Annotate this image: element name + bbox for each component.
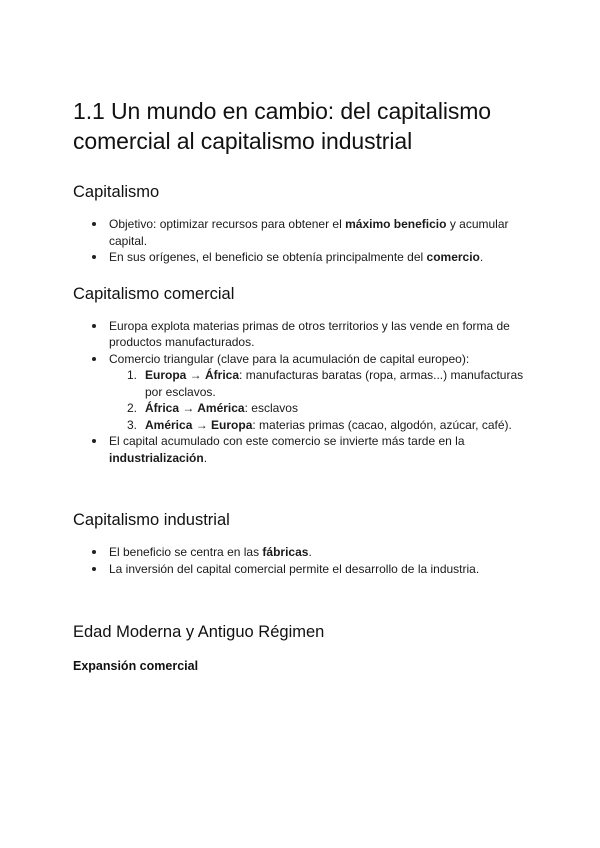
list-item: En sus orígenes, el beneficio se obtenía principalmente del comercio. bbox=[109, 249, 533, 266]
list-item: El capital acumulado con este comercio se invierte más tarde en la industrialización. bbox=[109, 433, 533, 466]
triangular-trade-list bbox=[109, 367, 533, 433]
page-title: 1.1 Un mundo en cambio: del capitalismo comercial al capitalismo industrial bbox=[73, 98, 491, 154]
heading-edad-moderna: Edad Moderna y Antiguo Régimen bbox=[73, 623, 325, 641]
document-content bbox=[73, 96, 533, 674]
sub-list-item: 1. Europa → África: manufacturas baratas (ropa, armas...) manufacturas por esclavos. bbox=[127, 368, 524, 399]
list-capitalismo-industrial bbox=[73, 544, 533, 577]
heading-capitalismo-comercial: Capitalismo comercial bbox=[73, 284, 235, 303]
sub-list-item: 3. América → Europa: materias primas (cacao, algodón, azúcar, café). bbox=[127, 417, 512, 432]
sub-list-item: 2. África → América: esclavos bbox=[127, 401, 298, 415]
list-item: Europa explota materias primas de otros territorios y las vende en forma de productos manufacturados. bbox=[109, 318, 533, 351]
list-capitalismo-comercial bbox=[73, 318, 533, 467]
heading-capitalismo: Capitalismo bbox=[73, 183, 160, 201]
list-item: Objetivo: optimizar recursos para obtener el máximo beneficio y acumular capital. bbox=[109, 216, 533, 249]
subheading-expansion-comercial: Expansión comercial bbox=[73, 659, 199, 673]
heading-capitalismo-industrial: Capitalismo industrial bbox=[73, 511, 230, 529]
list-item: La inversión del capital comercial permite el desarrollo de la industria. bbox=[109, 561, 533, 578]
list-item: Comercio triangular (clave para la acumulación de capital europeo): 1. Europa → África: manufacturas baratas (ropa, armas...) manufacturas por esclavos. 2. África → América: esclavos 3. América → Europa: materias primas (cacao, algodón, azúcar, café). bbox=[109, 351, 533, 434]
list-capitalismo bbox=[73, 216, 533, 266]
list-item: El beneficio se centra en las fábricas. bbox=[109, 544, 533, 561]
